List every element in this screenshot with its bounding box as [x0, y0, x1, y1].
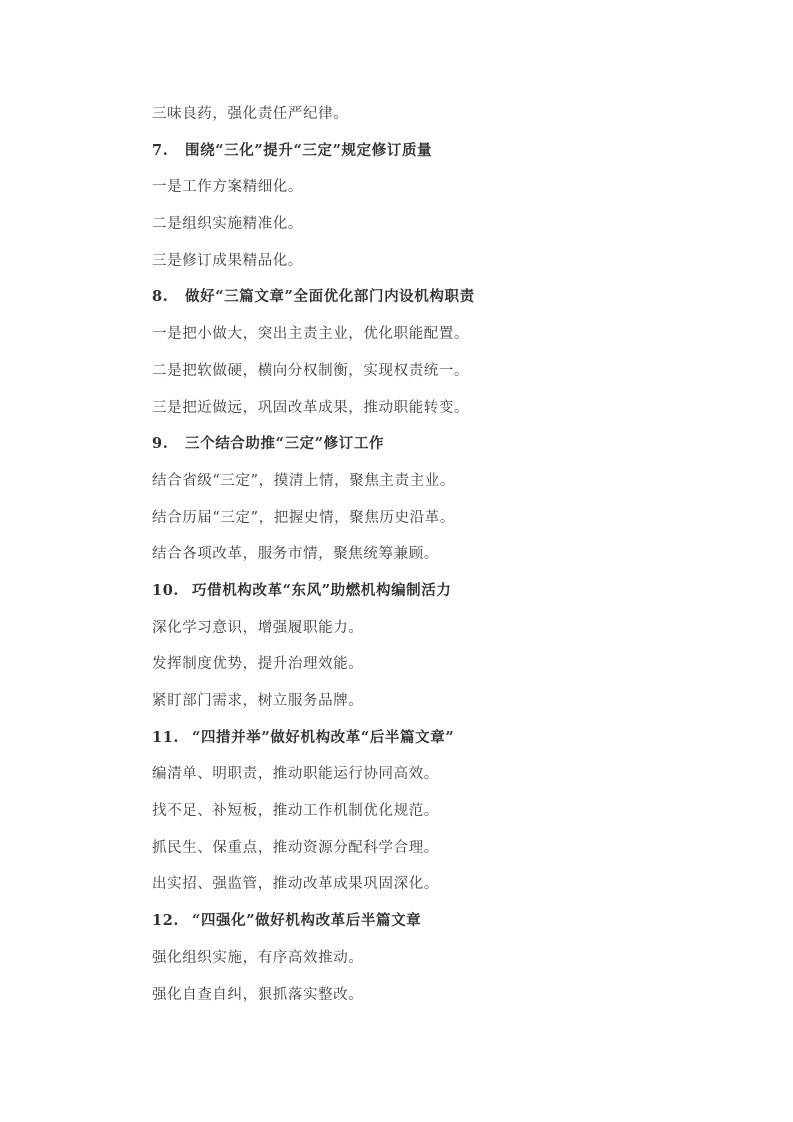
section-title: “四措并举”做好机构改革“后半篇文章”	[192, 728, 455, 746]
section-heading	[152, 284, 752, 321]
body-line: 找不足、补短板，推动工作机制优化规范。	[152, 803, 439, 820]
body-line: 结合各项改革，服务市情，聚焦统筹兼顾。	[152, 546, 439, 563]
body-line: 一是把小做大，突出主责主业，优化职能配置。	[152, 326, 470, 343]
section-title: 三个结合助推“三定”修订工作	[185, 435, 385, 453]
body-line: 抓民生、保重点，推动资源分配科学合理。	[152, 839, 439, 856]
body-line: 结合历届“三定”，把握史情，聚焦历史沿革。	[152, 509, 455, 526]
body-line: 结合省级“三定”，摸清上情，聚焦主责主业。	[152, 472, 455, 489]
section-title: 围绕“三化”提升“三定”规定修订质量	[185, 141, 433, 159]
section-number: 9.	[152, 435, 169, 453]
body-line: 强化自查自纠，狠抓落实整改。	[152, 986, 364, 1003]
section-number: 12.	[152, 912, 180, 930]
body-line: 出实招、强监管，推动改革成果巩固深化。	[152, 876, 439, 893]
body-line: 强化组织实施，有序高效推动。	[152, 949, 364, 966]
body-line: 三是把近做远，巩固改革成果，推动职能转变。	[152, 399, 470, 416]
section-heading	[152, 908, 752, 945]
section-title: 做好“三篇文章”全面优化部门内设机构职责	[185, 288, 475, 306]
section-number: 10.	[152, 581, 180, 599]
section-heading	[152, 725, 752, 762]
document-body	[152, 101, 752, 1018]
body-line: 三味良药，强化责任严纪律。	[152, 106, 349, 122]
section-number: 11.	[152, 728, 180, 746]
section-title: 巧借机构改革“东风”助燃机构编制活力	[192, 581, 452, 599]
body-line: 紧盯部门需求，树立服务品牌。	[152, 693, 364, 709]
section-number: 7.	[152, 141, 169, 159]
section-heading	[152, 138, 752, 175]
section-number: 8.	[152, 288, 169, 306]
body-line: 发挥制度优势，提升治理效能。	[152, 656, 364, 673]
body-line: 二是组织实施精准化。	[152, 216, 303, 233]
body-line: 二是把软做硬，横向分权制衡，实现权责统一。	[152, 362, 470, 379]
body-line: 一是工作方案精细化。	[152, 179, 303, 196]
section-heading	[152, 431, 752, 468]
body-line: 深化学习意识，增强履职能力。	[152, 619, 364, 636]
body-line: 三是修订成果精品化。	[152, 252, 303, 269]
section-heading	[152, 578, 752, 615]
body-line: 编清单、明职责，推动职能运行协同高效。	[152, 766, 439, 783]
section-title: “四强化”做好机构改革后半篇文章	[192, 912, 422, 930]
